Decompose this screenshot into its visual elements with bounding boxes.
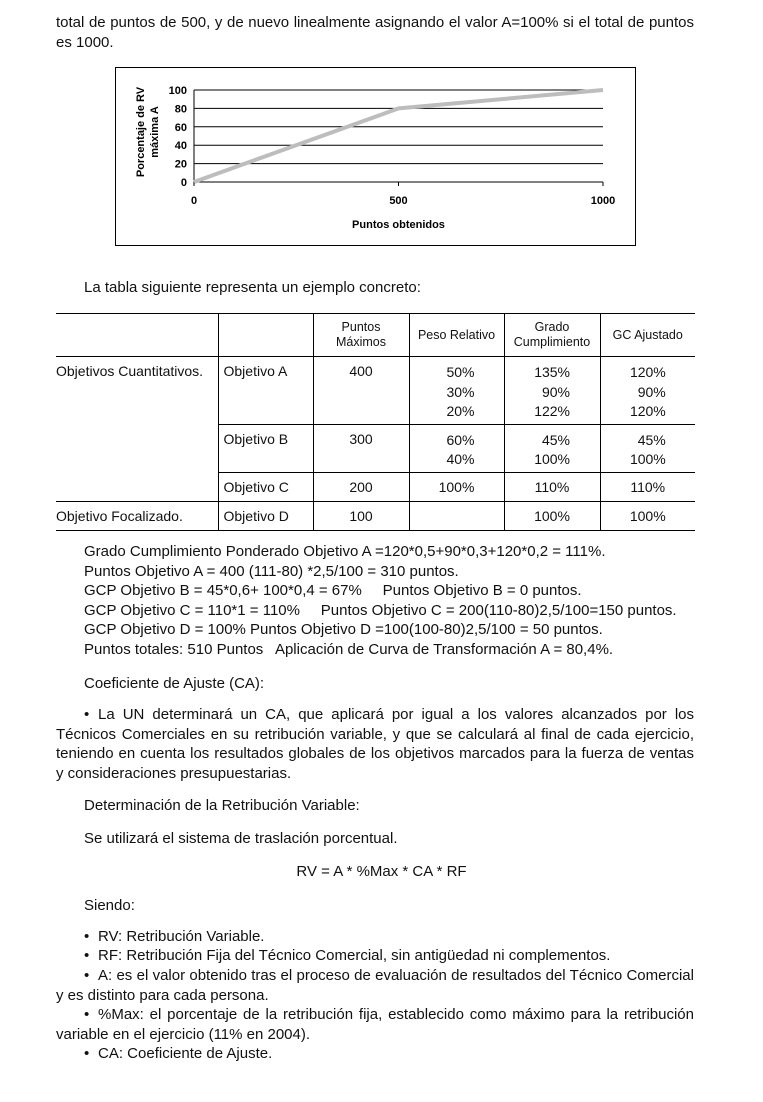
intro-paragraph: total de puntos de 500, y de nuevo linealmente asignando el valor A=100% si el total de puntos es 1000. — [56, 14, 694, 51]
bullet-icon: • — [84, 928, 90, 945]
chart — [116, 68, 635, 245]
x-tick-label: 500 — [389, 195, 408, 207]
table-row — [56, 472, 695, 501]
y-tick-label: 0 — [180, 177, 187, 189]
definition-item: • RV: Retribución Variable. — [84, 928, 265, 945]
siendo-label: Siendo: — [84, 897, 135, 914]
objetivo-cell: Objetivo B — [218, 424, 313, 472]
y-axis-label: máxima A — [149, 106, 161, 158]
header-peso: Peso Relativo — [409, 314, 504, 357]
puntos-cell: 100 — [313, 501, 409, 530]
gc-cell: 45% 100% — [600, 424, 695, 472]
category-cell: Objetivo Focalizado. — [56, 507, 183, 524]
table-row — [56, 424, 695, 472]
rv-text: Se utilizará el sistema de traslación porcentual. — [84, 830, 398, 847]
header-gc: GC Ajustado — [600, 314, 695, 357]
puntos-cell: 400 — [313, 357, 409, 425]
y-tick-label: 60 — [174, 121, 187, 134]
objectives-table — [56, 313, 695, 531]
definition-item: • A: es el valor obtenido tras el proceso de evaluación de resultados del Técnico Comercial y es distinto para cada persona. — [56, 967, 694, 1004]
bullet-icon: • — [84, 1006, 90, 1023]
x-tick-label: 1000 — [590, 195, 616, 207]
table-intro: La tabla siguiente representa un ejemplo concreto: — [84, 279, 421, 296]
y-tick-label: 20 — [174, 158, 187, 171]
objetivo-cell: Objetivo C — [218, 472, 313, 501]
bullet-icon: • — [84, 967, 90, 984]
formula: RV = A * %Max * CA * RF — [296, 863, 467, 880]
definition-item: • %Max: el porcentaje de la retribución fija, establecido como máximo para la retribución variable en el ejercicio (11% en 2004). — [56, 1006, 694, 1043]
definition-item: • RF: Retribución Fija del Técnico Comercial, sin antigüedad ni complementos. — [84, 947, 611, 964]
objetivo-cell: Objetivo D — [218, 501, 313, 530]
definition-item: • CA: Coeficiente de Ajuste. — [84, 1045, 273, 1062]
objetivo-cell: Objetivo A — [218, 357, 313, 425]
peso-cell — [409, 501, 504, 530]
calc-line: GCP Objetivo C = 110*1 = 110% Puntos Objetivo C = 200(110-80)2,5/100=150 puntos. — [84, 602, 677, 619]
grado-cell: 45% 100% — [504, 424, 600, 472]
category-cell: Objetivos Cuantitativos. — [56, 363, 204, 379]
series-line — [194, 90, 603, 182]
grado-cell: 135% 90% 122% — [504, 357, 600, 425]
chart-frame — [115, 67, 636, 246]
header-puntos: Puntos Máximos — [313, 314, 409, 357]
calc-line: Puntos Objetivo A = 400 (111-80) *2,5/100 = 310 puntos. — [84, 563, 459, 580]
rv-heading: Determinación de la Retribución Variable: — [84, 797, 360, 814]
header-grado: Grado Cumplimiento — [504, 314, 600, 357]
puntos-cell: 200 — [313, 472, 409, 501]
grado-cell: 110% — [504, 472, 600, 501]
calc-line: Grado Cumplimiento Ponderado Objetivo A =120*0,5+90*0,3+120*0,2 = 111%. — [84, 543, 606, 560]
peso-cell: 100% — [409, 472, 504, 501]
gc-cell: 100% — [600, 501, 695, 530]
calc-line: Puntos totales: 510 Puntos Aplicación de Curva de Transformación A = 80,4%. — [84, 641, 614, 658]
peso-cell: 50% 30% 20% — [409, 357, 504, 425]
table-row — [56, 501, 695, 530]
x-axis-label: Puntos obtenidos — [352, 219, 445, 231]
puntos-cell: 300 — [313, 424, 409, 472]
bullet-icon: • — [84, 947, 90, 964]
gc-cell: 120% 90% 120% — [600, 357, 695, 425]
y-axis-label: Porcentaje de RV — [135, 86, 147, 178]
grado-cell: 100% — [504, 501, 600, 530]
table-row — [56, 357, 695, 425]
y-tick-label: 80 — [174, 103, 187, 116]
ca-bullet: • La UN determinará un CA, que aplicará por igual a los valores alcanzados por los Técnicos Comerciales en su retribución variable, y que se calculará al final de cada ejercicio, teniendo en cuenta los resultados globales de los objetivos marcados para la fuerza de ventas y consideraciones presupuestarias. — [56, 706, 694, 782]
calc-line: GCP Objetivo B = 45*0,6+ 100*0,4 = 67% Puntos Objetivo B = 0 puntos. — [84, 582, 582, 599]
x-tick-label: 0 — [190, 195, 198, 207]
peso-cell: 60% 40% — [409, 424, 504, 472]
bullet-icon: • — [84, 1045, 90, 1062]
gc-cell: 110% — [600, 472, 695, 501]
calc-line: GCP Objetivo D = 100% Puntos Objetivo D =100(100-80)2,5/100 = 50 puntos. — [84, 621, 603, 638]
y-tick-label: 100 — [168, 85, 187, 97]
y-tick-label: 40 — [174, 140, 187, 153]
bullet-icon: • — [84, 706, 90, 723]
ca-heading: Coeficiente de Ajuste (CA): — [84, 675, 265, 692]
